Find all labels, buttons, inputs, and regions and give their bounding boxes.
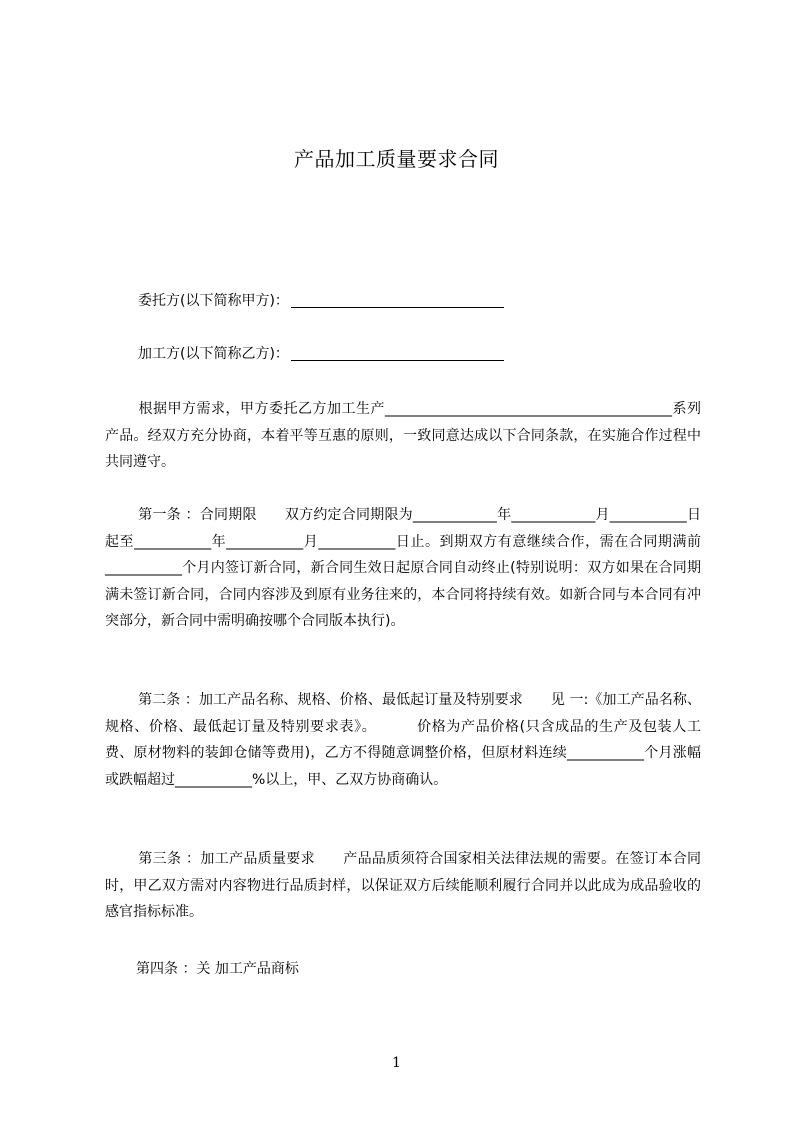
article-3 (105, 846, 701, 926)
article-2-body: 见 一:《加工产品名称、规格、价格、最低起订量及特别要求表》。 (105, 692, 701, 735)
article-4 (105, 956, 701, 983)
article-3-heading: 第三条 ：加工产品质量要求 (138, 851, 315, 867)
party-b-line (138, 344, 504, 364)
article-2 (105, 687, 701, 793)
party-b-label: 加工方(以下简称乙方)： (138, 346, 289, 362)
party-a-label: 委托方(以下简称甲方)： (138, 293, 289, 309)
intro-text: 根据甲方需求，甲方委托乙方加工生产_________________________________________系列产品。经双方充分协商，本着平等互惠的原则，一致同意达成以下合同条款，在实施合作过程中共同遵守。 (105, 401, 701, 470)
document-title: 产品加工质量要求合同 (294, 147, 499, 171)
party-a-line (138, 291, 504, 311)
article-1-body: 双方约定合同期限为____________年____________月___________日起至___________年___________月___________日止。到期双方有意继续合作，需在合同期满前___________个月内签订新合同，新合同生效日起原合同自动终止(特别说明：双方如果在合同期满未签订新合同，合同内容涉及到原有业务往来的，本合同将持续有效。如新合同与本合同有冲突部分，新合同中需明确按哪个合同版本执行)。 (105, 507, 701, 629)
party-a-blank (291, 291, 504, 308)
party-b-blank (291, 344, 504, 361)
article-2-heading: 第二条 ：加工产品名称、规格、价格、最低起订量及特别要求 (138, 692, 523, 708)
article-2-body-2: 价格为产品价格(只含成品的生产及包装人工费、原材物料的装卸仓储等费用)，乙方不得随意调整价格，但原材料连续___________个月涨幅或跌幅超过___________%以上，甲、乙双方协商确认。 (105, 718, 701, 788)
intro-paragraph (105, 396, 701, 476)
article-1-heading: 第一条 ：合同期限 (138, 507, 257, 523)
article-1 (105, 502, 701, 635)
article-4-heading: 第四条 ：关 加工产品商标 (136, 961, 299, 977)
article-3-body: 产品品质须符合国家相关法律法规的需要。在签订本合同时，甲乙双方需对内容物进行品质封样，以保证双方后续能顺利履行合同并以此成为成品验收的感官指标标准。 (105, 851, 702, 920)
page-number: 1 (392, 1055, 401, 1071)
